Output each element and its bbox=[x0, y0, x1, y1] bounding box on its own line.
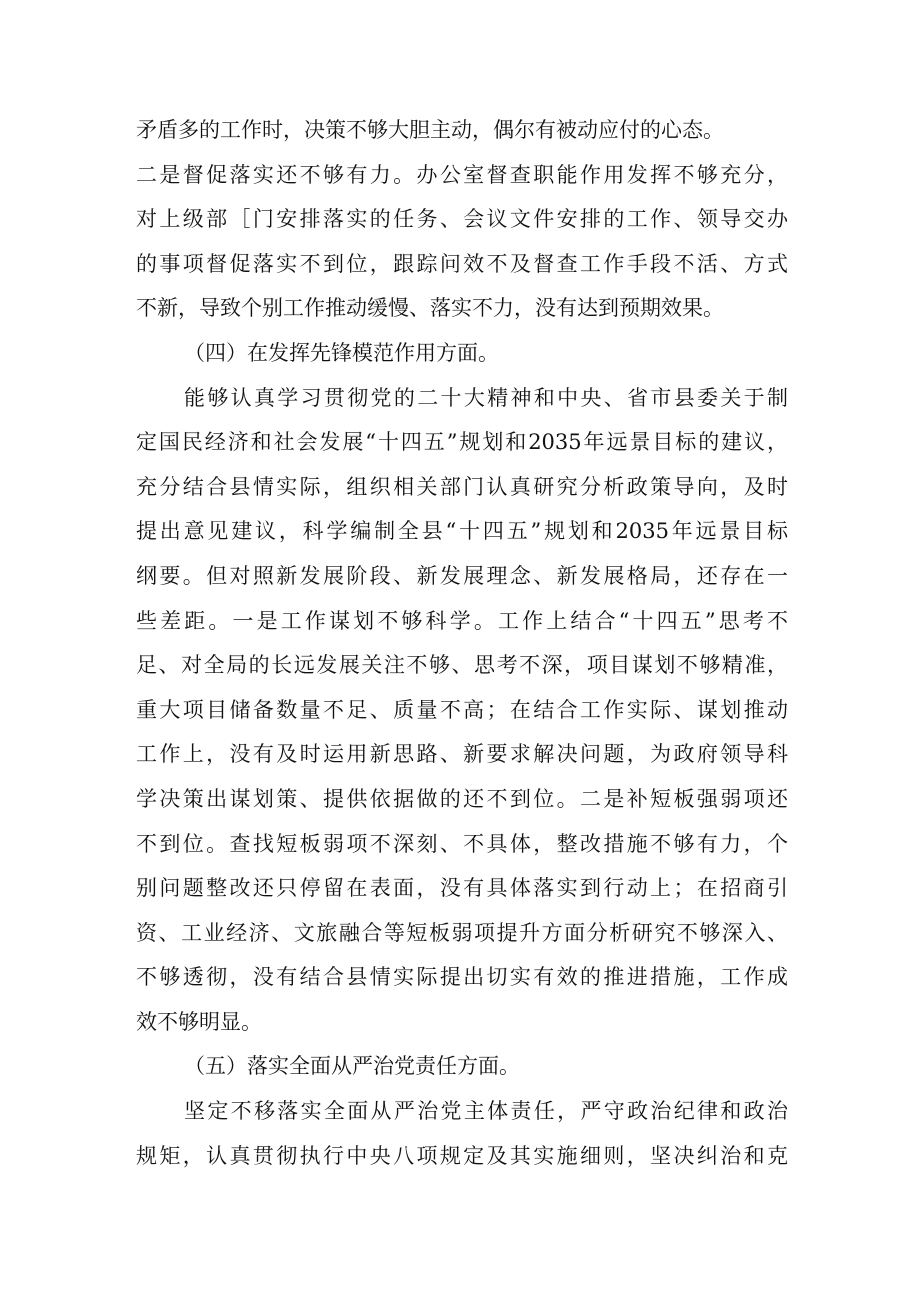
text-line: 工作上，没有及时运用新思路、新要求解决问题，为政府领导科 bbox=[136, 742, 788, 767]
document-body bbox=[136, 108, 788, 1178]
text-line: 提出意见建议，科学编制全县“十四五”规划和2035年远景目标 bbox=[136, 519, 788, 544]
section-heading: （四）在发挥先锋模范作用方面。 bbox=[184, 340, 499, 365]
text-line: 充分结合县情实际，组织相关部门认真研究分析政策导向，及时 bbox=[136, 474, 788, 499]
text-line: 不到位。查找短板弱项不深刻、不具体，整改措施不够有力，个 bbox=[136, 831, 788, 856]
text-line: 别问题整改还只停留在表面，没有具体落实到行动上；在招商引 bbox=[136, 876, 788, 901]
text-line: 重大项目储备数量不足、质量不高；在结合工作实际、谋划推动 bbox=[136, 697, 788, 722]
text-line: 对上级部［门安排落实的任务、会议文件安排的工作、领导交办 bbox=[136, 207, 788, 232]
text-line: 矛盾多的工作时，决策不够大胆主动，偶尔有被动应付的心态。 bbox=[136, 118, 724, 142]
text-line: 效不够明显。 bbox=[136, 1009, 262, 1034]
text-line: 些差距。一是工作谋划不够科学。工作上结合“十四五”思考不 bbox=[136, 608, 788, 633]
text-line: 资、工业经济、文旅融合等短板弱项提升方面分析研究不够深入、 bbox=[136, 920, 788, 945]
text-line: 不够透彻，没有结合县情实际提出切实有效的推进措施，工作成 bbox=[136, 965, 788, 990]
text-line: 足、对全局的长远发展关注不够、思考不深，项目谋划不够精准， bbox=[136, 653, 788, 678]
paragraph-first-line: 能够认真学习贯彻党的二十大精神和中央、省市县委关于制 bbox=[184, 385, 788, 410]
text-line: 二是督促落实还不够有力。办公室督查职能作用发挥不够充分， bbox=[136, 162, 788, 187]
text-line: 定国民经济和社会发展“十四五”规划和2035年远景目标的建议， bbox=[136, 430, 788, 455]
text-line: 的事项督促落实不到位，跟踪问效不及督查工作手段不活、方式 bbox=[136, 251, 788, 276]
paragraph-first-line: 坚定不移落实全面从严治党主体责任，严守政治纪律和政治 bbox=[184, 1099, 788, 1124]
section-heading: （五）落实全面从严治党责任方面。 bbox=[184, 1054, 520, 1079]
text-line: 学决策出谋划策、提供依据做的还不到位。二是补短板强弱项还 bbox=[136, 786, 788, 811]
text-line: 不新，导致个别工作推动缓慢、落实不力，没有达到预期效果。 bbox=[136, 296, 724, 321]
text-line: 规矩，认真贯彻执行中央八项规定及其实施细则，坚决纠治和克 bbox=[136, 1143, 788, 1168]
text-line: 纲要。但对照新发展阶段、新发展理念、新发展格局，还存在一 bbox=[136, 563, 788, 588]
